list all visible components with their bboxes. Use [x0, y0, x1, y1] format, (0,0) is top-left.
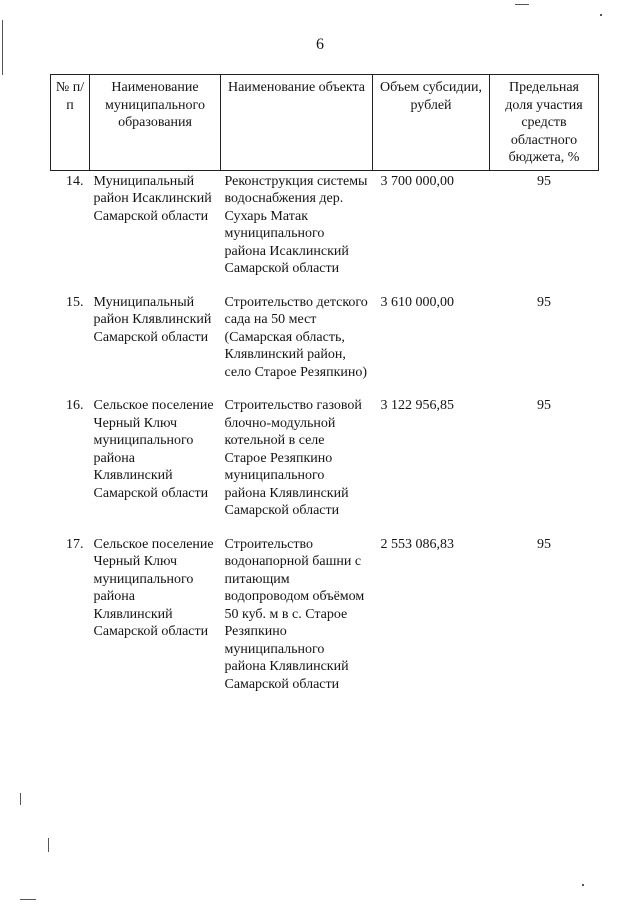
header-num: № п/п	[51, 75, 90, 171]
row-number: 16.	[66, 398, 84, 413]
row-municipality: Сельское поселение Черный Ключ муниципального района Клявлинский Самарской области	[93, 536, 214, 639]
scan-mark	[582, 884, 584, 886]
table-header-row	[51, 75, 599, 171]
row-number: 15.	[66, 294, 84, 310]
row-share: 95	[537, 173, 551, 189]
row-subsidy: 3 700 000,00	[380, 173, 454, 189]
row-municipality: Муниципальный район Исаклинский Самарской области	[93, 173, 212, 224]
scan-mark	[20, 899, 36, 900]
scan-mark	[20, 793, 21, 805]
row-share: 95	[537, 536, 551, 552]
row-number: 17.	[66, 536, 84, 552]
row-object: Строительство газовой блочно-модульной котельной в селе Старое Резяпкино муниципального района Клявлинский Самарской области	[224, 398, 362, 518]
row-object: Реконструкция системы водоснабжения дер. Сухарь Матак муниципального района Исаклинский Самарской области	[224, 173, 368, 276]
header-object: Наименование объекта	[221, 75, 373, 171]
row-subsidy: 2 553 086,83	[380, 536, 454, 552]
row-share: 95	[537, 398, 551, 413]
header-share: Предельная доля участия средств областного бюджета, %	[490, 75, 599, 171]
scan-mark	[600, 14, 602, 16]
scan-mark	[2, 20, 3, 75]
header-municipality: Наименование муниципального образования	[90, 75, 221, 171]
table-row	[51, 170, 599, 278]
header-subsidy: Объем субсидии, рублей	[373, 75, 490, 171]
scan-mark	[48, 838, 49, 852]
row-municipality: Сельское поселение Черный Ключ муниципального района Клявлинский Самарской области	[93, 398, 214, 501]
subsidy-table	[50, 74, 599, 693]
table-row	[51, 278, 599, 382]
row-subsidy: 3 122 956,85	[380, 398, 454, 413]
row-subsidy: 3 610 000,00	[380, 294, 454, 310]
scan-mark	[515, 4, 529, 5]
page-number: 6	[316, 36, 324, 53]
table-row	[51, 381, 599, 520]
row-share: 95	[537, 294, 551, 310]
row-municipality: Муниципальный район Клявлинский Самарской области	[93, 294, 212, 345]
table-row	[51, 520, 599, 694]
row-object: Строительство детского сада на 50 мест (Самарская область, Клявлинский район, село Старое Резяпкино)	[224, 294, 368, 380]
row-number: 14.	[66, 173, 84, 189]
row-object: Строительство водонапорной башни с питающим водопроводом объёмом 50 куб. м в с. Старое Резяпкино муниципального района Клявлинский Самарской области	[224, 536, 365, 692]
